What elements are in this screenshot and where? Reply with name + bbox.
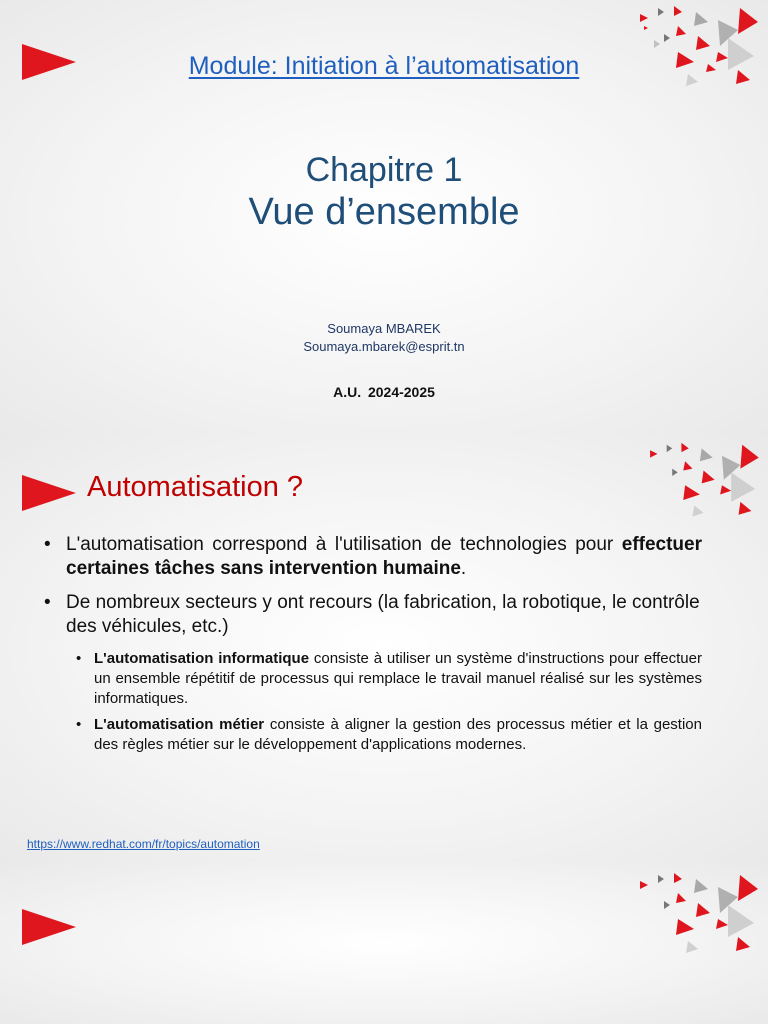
academic-year: A.U. 2024-2025 bbox=[333, 384, 435, 400]
list-item bbox=[36, 591, 702, 639]
bullet-text: L'automatisation correspond à l'utilisation de technologies pour bbox=[66, 534, 622, 555]
bullet-text: consiste à aligner la gestion des processus métier et la gestion des règles métier sur le développement d'applications modernes. bbox=[94, 716, 702, 753]
bullet-text: consiste à utiliser un système d'instructions pour effectuer un ensemble répétitif de processus qui remplace le travail manuel réalisé sur les systèmes informatiques. bbox=[94, 650, 702, 707]
red-triangle-arrow-icon bbox=[22, 909, 76, 945]
sub-list-item bbox=[36, 649, 702, 709]
triangle-cluster-icon bbox=[578, 867, 768, 977]
bullet-marker: • bbox=[44, 592, 51, 613]
bullet-bold-text: L'automatisation métier bbox=[94, 716, 265, 733]
bullet-bold-text: L'automatisation informatique bbox=[94, 650, 310, 667]
author-name: Soumaya MBAREK bbox=[327, 321, 441, 336]
slide-title bbox=[0, 0, 768, 433]
red-triangle-arrow-icon bbox=[22, 475, 76, 511]
bullet-marker: • bbox=[76, 716, 82, 733]
bullet-text-end: . bbox=[460, 558, 467, 579]
author-block bbox=[0, 320, 768, 356]
slide-next bbox=[0, 861, 768, 1024]
author-email: Soumaya.mbarek@esprit.tn bbox=[303, 339, 465, 354]
chapter-subtitle: Vue d’ensemble bbox=[248, 191, 520, 233]
bullet-bold-text: effectuer certaines tâches sans intervention humaine bbox=[66, 534, 702, 579]
list-item bbox=[36, 533, 702, 581]
slide-automatisation bbox=[0, 433, 768, 861]
triangle-cluster-icon bbox=[593, 433, 768, 543]
bullet-text: De nombreux secteurs y ont recours (la fabrication, la robotique, le contrôle des véhicules, etc.) bbox=[66, 592, 700, 637]
source-link[interactable]: https://www.redhat.com/fr/topics/automation bbox=[27, 837, 260, 851]
chapter-number: Chapitre 1 bbox=[305, 151, 463, 189]
module-title[interactable]: Module: Initiation à l’automatisation bbox=[188, 52, 580, 80]
bullet-marker: • bbox=[76, 650, 82, 667]
sub-list-item bbox=[36, 715, 702, 755]
chapter-heading bbox=[0, 150, 768, 234]
bullet-list bbox=[36, 533, 702, 761]
bullet-marker: • bbox=[44, 534, 51, 555]
slide-heading: Automatisation ? bbox=[87, 471, 304, 503]
